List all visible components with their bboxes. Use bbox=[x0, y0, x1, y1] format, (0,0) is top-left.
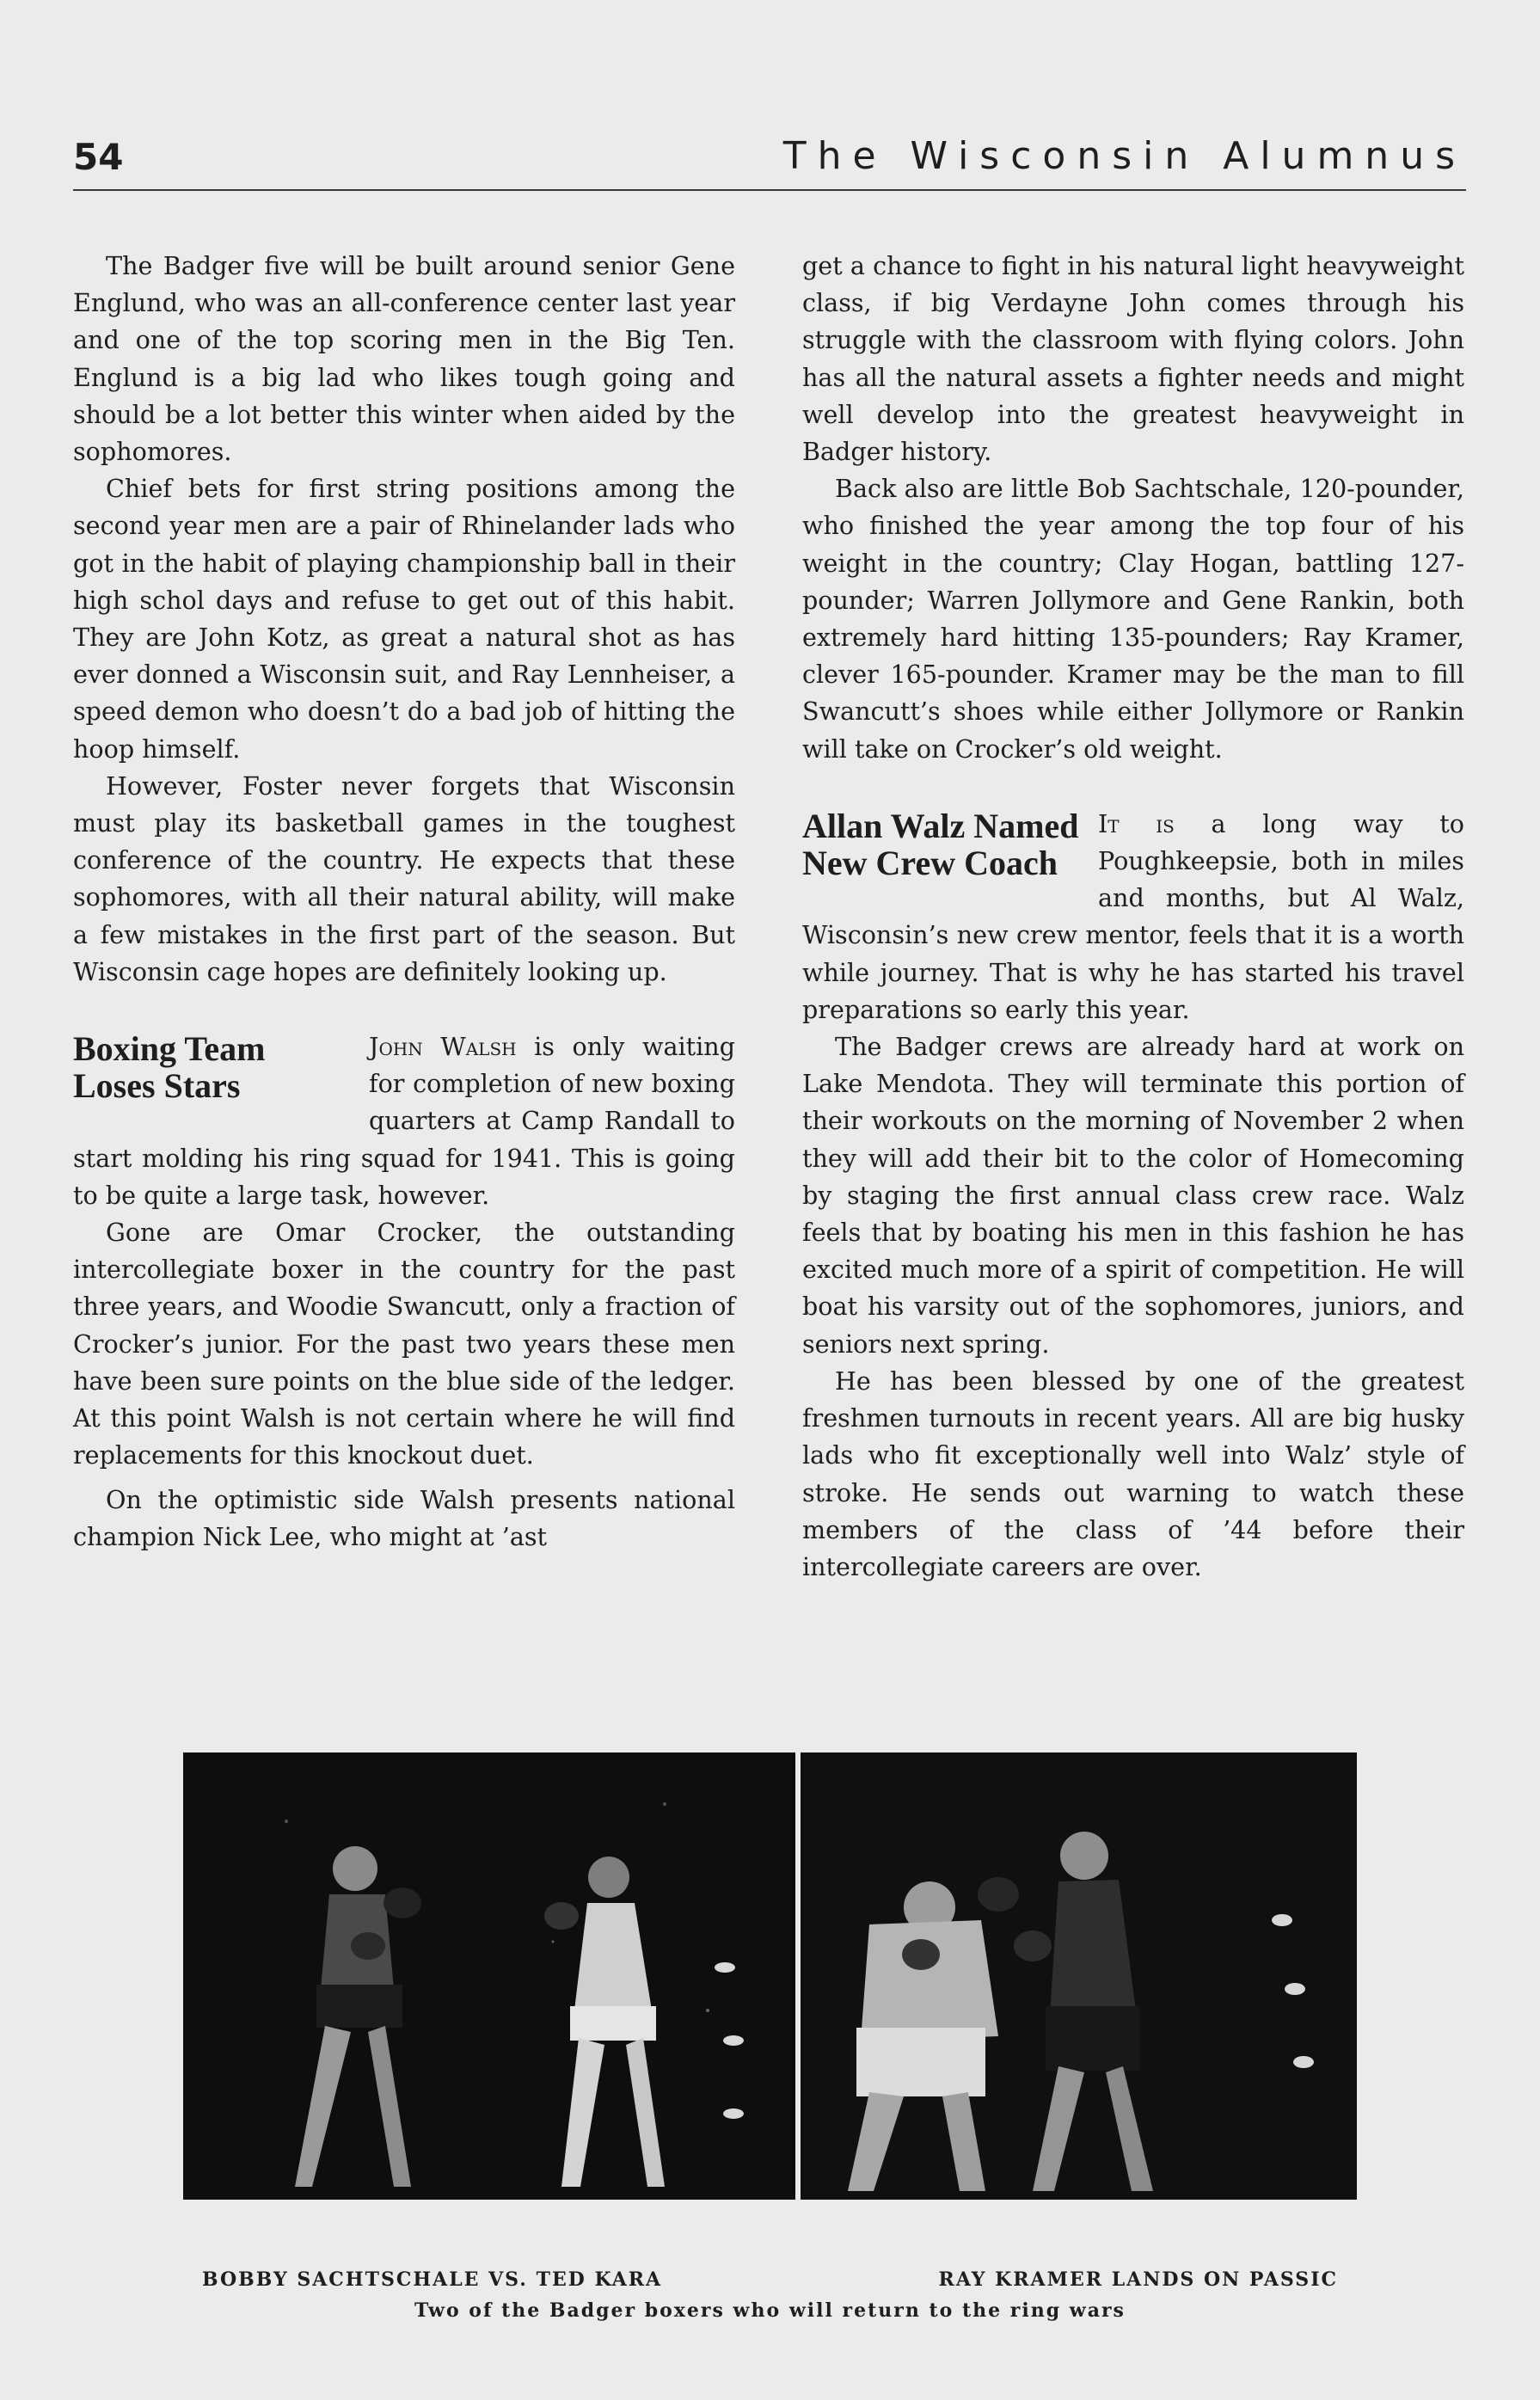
boxing-photo-right bbox=[801, 1752, 1357, 2200]
article-paragraph: He has been blessed by one of the greatest freshmen turnouts in recent years. All are big husky lads who fit exceptionally well into Walz’ style of stroke. He sends out warning to watch these members of the class of ’44 before their intercollegiate careers are over. bbox=[802, 1366, 1464, 1581]
boxers-illustration-right bbox=[801, 1752, 1357, 2200]
article-paragraph: The Badger crews are already hard at work on Lake Mendota. They will terminate this portion of their workouts on the morning of November 2 when they will add their bit to the color of Homecoming by staging the first annual class crew race. Walz feels that by boating his men in this fashion he has excited much more of a spirit of competition. He will boat his varsity out of the sophomores, juniors, and seniors next spring. bbox=[802, 1032, 1464, 1359]
article-paragraph: Gone are Omar Crocker, the outstanding intercollegiate boxer in the country for the past three years, and Woodie Swancutt, only a fraction of Crocker’s junior. For the past two years these men have been sure points on the blue side of the ledger. At this point Walsh is not certain where he will find replacements for this knockout duet. bbox=[73, 1218, 735, 1470]
lead-text: is only waiting for completion of new boxing quarters at Camp Randall to start molding his ring squad for 1941. This is going to be quite a large task, however. bbox=[73, 1032, 735, 1210]
crew-section bbox=[802, 806, 1464, 1586]
right-photo-caption: RAY KRAMER LANDS ON PASSIC bbox=[938, 2268, 1338, 2291]
boxing-photo-left bbox=[183, 1752, 795, 2200]
shared-photo-caption: Two of the Badger boxers who will return to the ring wars bbox=[414, 2299, 1126, 2322]
article-paragraph: Back also are little Bob Sachtschale, 120-pounder, who finished the year among the top four of his weight in the country; Clay Hogan, battling 127-pounder; Warren Jollymore and Gene Rankin, both extremely hard hitting 135-pounders; Ray Kramer, clever 165-pounder. Kramer may be the man to fill Swancutt’s shoes while either Jollymore or Rankin will take on Crocker’s old weight. bbox=[802, 474, 1464, 764]
lead-smallcaps: It is bbox=[1098, 808, 1175, 838]
page-header bbox=[73, 129, 1466, 191]
article-paragraph: get a chance to fight in his natural light heavyweight class, if big Verdayne John comes through his struggle with the classroom with flying colors. John has all the natural assets a fighter needs and might well develop into the greatest heavyweight in Badger history. bbox=[802, 251, 1464, 467]
photo-captions bbox=[183, 2268, 1357, 2322]
left-column bbox=[73, 248, 735, 1556]
article-paragraph: On the optimistic side Walsh presents national champion Nick Lee, who might at ’ast bbox=[73, 1484, 735, 1551]
lead-smallcaps: John Walsh bbox=[369, 1032, 517, 1062]
page-number: 54 bbox=[73, 136, 124, 178]
article-paragraph: The Badger five will be built around senior Gene Englund, who was an all-conference center last year and one of the top scoring men in the Big Ten. Englund is a big lad who likes tough going and should be a lot better this winter when aided by the sophomores. bbox=[73, 251, 735, 467]
boxing-photos bbox=[183, 1752, 1357, 2200]
boxing-section bbox=[73, 1028, 735, 1556]
article-paragraph: Chief bets for first string positions among the second year men are a pair of Rhinelander lads who got in the habit of playing championship ball in their high schol days and refuse to get out of this habit. They are John Kotz, as great a natural shot as has ever donned a Wisconsin suit, and Ray Lennheiser, a speed demon who doesn’t do a bad job of hitting the hoop himself. bbox=[73, 474, 735, 764]
left-photo-caption: BOBBY SACHTSCHALE VS. TED KARA bbox=[202, 2268, 663, 2291]
article-paragraph: However, Foster never forgets that Wisconsin must play its basketball games in the toughest conference of the country. He expects that these sophomores, with all their natural ability, will make a few mistakes in the first part of the season. But Wisconsin cage hopes are definitely looking up. bbox=[73, 770, 735, 986]
magazine-title: The Wisconsin Alumnus bbox=[782, 134, 1466, 178]
boxers-illustration-left bbox=[183, 1752, 795, 2200]
section-heading: Allan Walz Named New Crew Coach bbox=[802, 806, 1079, 882]
caption-row bbox=[183, 2268, 1357, 2298]
lead-text: a long way to Poughkeepsie, both in miles and months, but Al Walz, Wisconsin’s new crew mentor, feels that it is a worth while journey. That is why he has started his travel preparations so early this year. bbox=[802, 808, 1464, 1024]
right-column bbox=[802, 248, 1464, 1586]
section-heading: Boxing Team Loses Stars bbox=[73, 1029, 266, 1106]
